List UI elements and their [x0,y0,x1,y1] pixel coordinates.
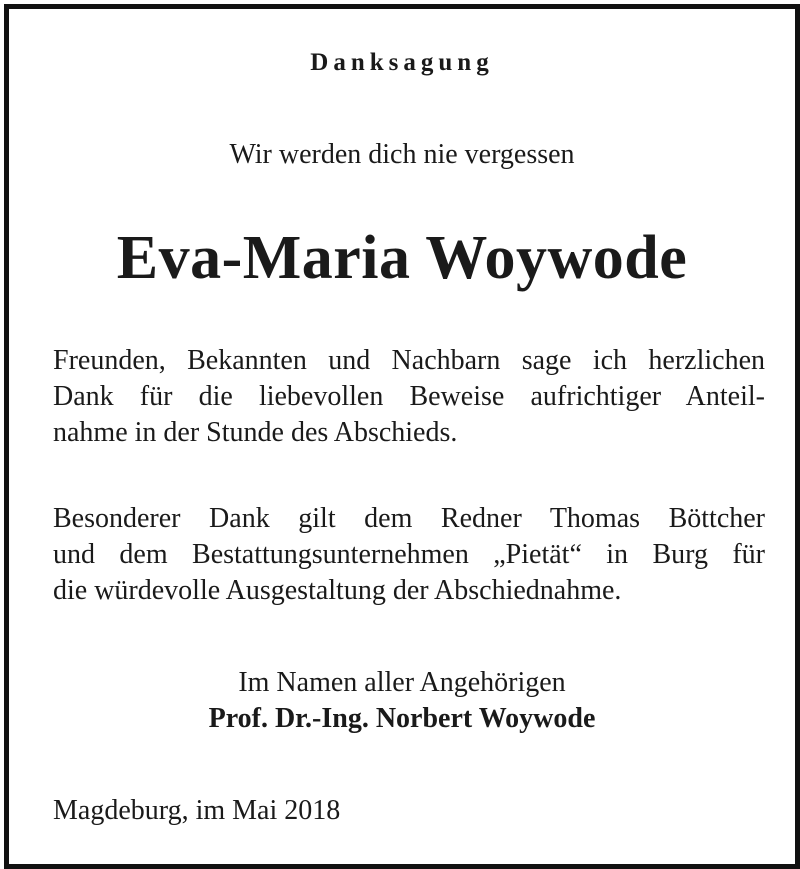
paragraph-line: Dank für die liebevollen Beweise aufrichtiger Anteil- [53,381,765,412]
thanks-paragraph-1 [53,343,765,451]
deceased-name: Eva-Maria Woywode [116,224,688,292]
signer-name: Prof. Dr.-Ing. Norbert Woywode [208,703,596,734]
notice-frame [4,4,800,869]
notice-heading: Danksagung [310,49,494,76]
notice-subtitle: Wir werden dich nie vergessen [229,139,575,170]
closing-block [9,665,795,737]
paragraph-line: nahme in der Stunde des Abschieds. [53,417,458,448]
paragraph-line: die würdevolle Ausgestaltung der Abschiednahme. [53,575,622,606]
place-date: Magdeburg, im Mai 2018 [53,795,341,826]
paragraph-line: Freunden, Bekannten und Nachbarn sage ich herzlichen [53,345,765,376]
paragraph-line: und dem Bestattungsunternehmen „Pietät“ in Burg für [53,539,765,570]
on-behalf-line: Im Namen aller Angehörigen [238,667,566,698]
paragraph-line: Besonderer Dank gilt dem Redner Thomas Böttcher [53,503,765,534]
thanks-paragraph-2 [53,501,765,609]
